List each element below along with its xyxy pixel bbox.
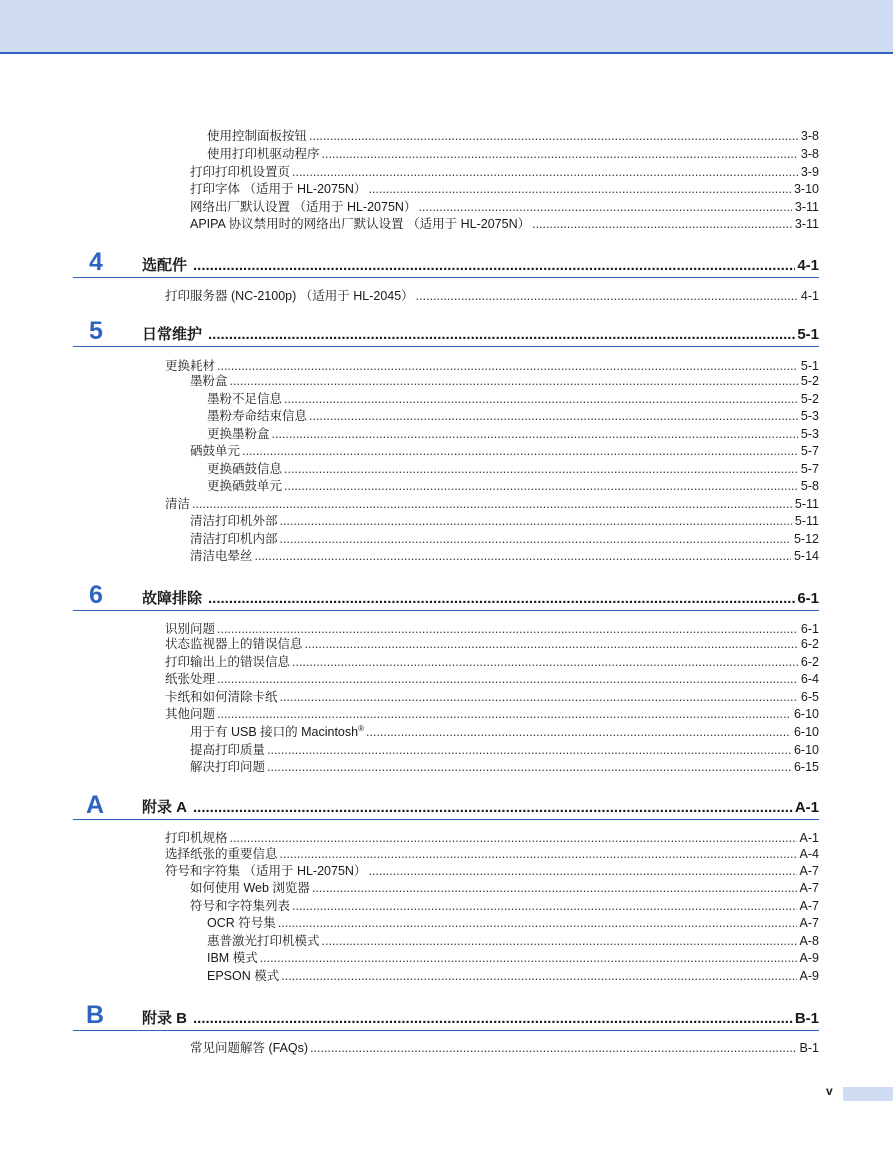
dot-leader	[278, 915, 797, 931]
chapter-title: 附录 A	[142, 799, 188, 816]
chapter-rule	[73, 277, 819, 278]
toc-entry-title	[190, 199, 416, 215]
toc-entry[interactable]	[190, 531, 819, 547]
toc-entry-title	[190, 443, 240, 459]
toc-entry[interactable]	[165, 654, 819, 670]
toc-entry[interactable]	[165, 846, 819, 862]
chapter-heading[interactable]	[142, 1009, 819, 1029]
dot-leader	[260, 950, 797, 966]
dot-leader	[366, 724, 791, 740]
toc-entry-page: 5-8	[800, 479, 819, 493]
toc-entry[interactable]	[190, 216, 819, 232]
chapter-heading[interactable]	[142, 325, 819, 345]
toc-entry-title-text: 状态监视器上的错误信息	[165, 637, 303, 651]
dot-leader	[292, 164, 798, 180]
chapter-title: 日常维护	[142, 326, 203, 343]
toc-entry-title	[165, 654, 290, 670]
dot-leader	[309, 128, 798, 144]
toc-entry-title	[190, 513, 278, 529]
toc-entry[interactable]	[207, 968, 819, 984]
toc-entry[interactable]	[165, 621, 819, 637]
toc-entry-title-text: EPSON 模式	[207, 969, 280, 983]
toc-entry-page: A-9	[799, 951, 819, 965]
toc-entry[interactable]	[190, 199, 819, 215]
toc-entry[interactable]	[190, 181, 819, 197]
toc-entry-page: 3-8	[800, 147, 819, 161]
toc-entry[interactable]	[190, 164, 819, 180]
toc-entry-title-text: 更换墨粉盒	[207, 427, 270, 441]
dot-leader	[267, 759, 791, 775]
toc-entry-title-text: 识别问题	[165, 622, 216, 636]
dot-leader	[280, 531, 791, 547]
toc-entry-title	[207, 426, 270, 442]
toc-entry-title-text: 清洁打印机外部	[190, 514, 278, 528]
toc-entry-page: B-1	[799, 1041, 819, 1055]
toc-entry-page: 6-2	[800, 637, 819, 651]
chapter-title: 附录 B	[142, 1010, 188, 1027]
toc-entry-title	[207, 478, 282, 494]
chapter-number: 4	[89, 248, 103, 276]
dot-leader	[217, 671, 798, 687]
toc-entry-page: 5-1	[800, 359, 819, 373]
toc-entry-title	[190, 742, 265, 758]
toc-entry[interactable]	[190, 513, 819, 529]
toc-entry-page: A-4	[799, 847, 819, 861]
toc-entry[interactable]	[165, 636, 819, 652]
toc-entry-title	[190, 898, 290, 914]
toc-entry[interactable]	[165, 706, 819, 722]
toc-entry-title-text: 清洁打印机内部	[190, 532, 278, 546]
dot-leader	[217, 358, 798, 374]
toc-entry[interactable]	[207, 128, 819, 144]
toc-entry[interactable]	[190, 373, 819, 389]
chapter-rule	[73, 819, 819, 820]
toc-entry-page: 5-11	[794, 497, 819, 511]
toc-entry-page: 5-3	[800, 409, 819, 423]
toc-entry-page: 6-10	[793, 743, 819, 757]
toc-entry-title	[207, 933, 320, 949]
toc-entry[interactable]	[165, 358, 819, 374]
toc-entry-page: 5-14	[793, 549, 819, 563]
toc-entry[interactable]	[165, 863, 819, 879]
toc-entry-page: 6-5	[800, 690, 819, 704]
toc-entry-page: 5-11	[794, 514, 819, 528]
toc-entry-title-text: 符号和字符集列表	[190, 899, 291, 913]
dot-leader	[368, 863, 796, 879]
toc-entry-title-text: 卡纸和如何清除卡纸	[165, 690, 278, 704]
toc-entry-page: 5-7	[800, 444, 819, 458]
toc-entry-title-text: 网络出厂默认设置 （适用于 HL-2075N）	[190, 200, 417, 214]
toc-entry-page: 6-4	[800, 672, 819, 686]
toc-entry-page: 3-11	[794, 217, 819, 231]
dot-leader	[193, 256, 795, 276]
toc-entry-title	[190, 759, 265, 775]
toc-entry-title	[165, 863, 366, 879]
dot-leader	[310, 1040, 796, 1056]
chapter-page: 6-1	[797, 590, 819, 607]
toc-entry-page: 6-10	[793, 707, 819, 721]
chapter-title: 选配件	[142, 257, 188, 274]
dot-leader	[532, 216, 792, 232]
dot-leader	[230, 830, 797, 846]
toc-entry[interactable]	[207, 461, 819, 477]
toc-entry-page: 6-10	[793, 725, 819, 739]
dot-leader	[192, 496, 792, 512]
chapter-page: A-1	[794, 799, 819, 816]
dot-leader	[322, 146, 798, 162]
dot-leader	[292, 654, 798, 670]
toc-entry-title	[165, 288, 414, 304]
dot-leader	[284, 478, 798, 494]
toc-entry-page: A-9	[799, 969, 819, 983]
toc-entry-title-text: 选择纸张的重要信息	[165, 847, 278, 861]
dot-leader	[217, 706, 791, 722]
dot-leader	[280, 846, 797, 862]
dot-leader	[280, 689, 798, 705]
toc-entry[interactable]	[165, 496, 819, 512]
toc-entry-page: A-1	[799, 831, 819, 845]
toc-entry-title-text: APIPA 协议禁用时的网络出厂默认设置 （适用于 HL-2075N）	[190, 217, 531, 231]
toc-entry-title-text: 如何使用 Web 浏览器	[190, 881, 310, 895]
toc-entry-title	[190, 216, 530, 232]
toc-entry-title	[190, 880, 310, 896]
toc-entry-title-text: 清洁电晕丝	[190, 549, 253, 563]
toc-entry-title-text: 提高打印质量	[190, 743, 266, 757]
chapter-heading[interactable]	[142, 798, 819, 818]
toc-entry[interactable]	[207, 391, 819, 407]
toc-entry-title-text: OCR 符号集	[207, 916, 276, 930]
toc-entry-title-text: 其他问题	[165, 707, 216, 721]
dot-leader	[322, 933, 797, 949]
toc-entry-page: 6-15	[793, 760, 819, 774]
toc-entry-title-text: 解决打印问题	[190, 760, 266, 774]
toc-entry-title-text: 更换硒鼓单元	[207, 479, 283, 493]
toc-entry[interactable]	[207, 408, 819, 424]
toc-entry[interactable]	[165, 288, 819, 304]
toc-entry[interactable]	[207, 950, 819, 966]
toc-entry-title	[190, 1040, 308, 1056]
toc-entry-title-text: IBM 模式	[207, 951, 258, 965]
toc-entry-title-text: 打印字体 （适用于 HL-2075N）	[190, 182, 367, 196]
toc-entry[interactable]	[190, 880, 819, 896]
chapter-heading[interactable]	[142, 256, 819, 276]
toc-entry-page: 4-1	[800, 289, 819, 303]
toc-entry[interactable]	[190, 759, 819, 775]
toc-entry-page: 5-7	[800, 462, 819, 476]
toc-entry-title	[165, 621, 215, 637]
chapter-number: B	[86, 1001, 105, 1029]
dot-leader	[309, 408, 798, 424]
toc-entry-title	[190, 531, 278, 547]
toc-entry-title	[190, 724, 364, 740]
toc-entry-page: 3-10	[793, 182, 819, 196]
dot-leader	[217, 621, 798, 637]
dot-leader	[193, 798, 793, 818]
chapter-page: 4-1	[797, 257, 819, 274]
toc-entry-title-text: 硒鼓单元	[190, 444, 241, 458]
toc-entry-page: A-7	[799, 899, 819, 913]
dot-leader	[280, 513, 792, 529]
dot-leader	[416, 288, 798, 304]
toc-entry-page: 5-2	[800, 374, 819, 388]
toc-entry-title-text: 纸张处理	[165, 672, 216, 686]
toc-entry-title-text: 惠普激光打印机模式	[207, 934, 320, 948]
page-number: v	[826, 1084, 833, 1098]
toc-entry-title	[165, 496, 190, 512]
toc-entry-title	[207, 146, 320, 162]
toc-entry-title	[190, 548, 253, 564]
toc-entry[interactable]	[190, 443, 819, 459]
toc-entry-title	[207, 968, 279, 984]
toc-entry-title	[207, 408, 307, 424]
dot-leader	[208, 325, 795, 345]
toc-entry-title	[207, 461, 282, 477]
toc-entry-title-text: 用于有 USB 接口的 Macintosh	[190, 725, 359, 739]
dot-leader	[267, 742, 791, 758]
toc-entry-title	[207, 915, 276, 931]
chapter-number: A	[86, 791, 105, 819]
corner-tab	[843, 1087, 893, 1101]
toc-entry-page: A-7	[799, 864, 819, 878]
dot-leader	[292, 898, 797, 914]
dot-leader	[193, 1009, 793, 1029]
toc-entry-title-text: 更换耗材	[165, 359, 216, 373]
toc-entry[interactable]	[190, 898, 819, 914]
chapter-number: 5	[89, 317, 103, 345]
dot-leader	[305, 636, 798, 652]
toc-entry[interactable]	[190, 1040, 819, 1056]
toc-entry-page: 3-11	[794, 200, 819, 214]
toc-entry[interactable]	[207, 146, 819, 162]
toc-entry[interactable]	[207, 426, 819, 442]
chapter-heading[interactable]	[142, 589, 819, 609]
toc-entry[interactable]	[207, 478, 819, 494]
toc-entry-title	[165, 706, 215, 722]
toc-entry-title	[207, 950, 258, 966]
chapter-rule	[73, 1030, 819, 1031]
toc-entry-title-text: 符号和字符集 （适用于 HL-2075N）	[165, 864, 367, 878]
toc-entry-page: 6-2	[800, 655, 819, 669]
toc-entry-page: 3-8	[800, 129, 819, 143]
registered-mark: ®	[358, 723, 364, 733]
dot-leader	[230, 373, 798, 389]
toc-entry-title	[165, 358, 215, 374]
toc-entry-page: A-7	[799, 916, 819, 930]
toc-entry-title	[165, 671, 215, 687]
toc-entry-page: 6-1	[800, 622, 819, 636]
chapter-rule	[73, 346, 819, 347]
toc-entry-title	[190, 164, 290, 180]
toc-entry[interactable]	[190, 724, 819, 740]
dot-leader	[208, 589, 795, 609]
toc-entry[interactable]	[190, 548, 819, 564]
toc-entry-title-text: 使用打印机驱动程序	[207, 147, 320, 161]
toc-entry-page: 5-2	[800, 392, 819, 406]
dot-leader	[272, 426, 798, 442]
toc-entry[interactable]	[190, 742, 819, 758]
toc-entry-title	[165, 830, 228, 846]
toc-entry-title	[190, 181, 366, 197]
toc-entry-title-text: 更换硒鼓信息	[207, 462, 283, 476]
toc-entry-page: 5-3	[800, 427, 819, 441]
chapter-number: 6	[89, 581, 103, 609]
chapter-page: B-1	[794, 1010, 819, 1027]
toc-entry-title-text: 墨粉不足信息	[207, 392, 283, 406]
toc-entry[interactable]	[207, 933, 819, 949]
dot-leader	[418, 199, 791, 215]
toc-entry[interactable]	[165, 830, 819, 846]
toc-entry-page: 3-9	[800, 165, 819, 179]
toc-entry-title	[165, 689, 278, 705]
chapter-page: 5-1	[797, 326, 819, 343]
dot-leader	[312, 880, 797, 896]
toc-entry-title-text: 使用控制面板按钮	[207, 129, 308, 143]
toc-entry-page: 5-12	[793, 532, 819, 546]
dot-leader	[368, 181, 791, 197]
dot-leader	[284, 461, 798, 477]
chapter-title: 故障排除	[142, 590, 203, 607]
toc-entry-title	[207, 128, 307, 144]
toc-entry-page: A-7	[799, 881, 819, 895]
dot-leader	[242, 443, 798, 459]
chapter-rule	[73, 610, 819, 611]
toc-entry-title-text: 清洁	[165, 497, 191, 511]
toc-entry[interactable]	[165, 671, 819, 687]
toc-entry-title	[207, 391, 282, 407]
toc-entry-title-text: 墨粉寿命结束信息	[207, 409, 308, 423]
toc-entry-title-text: 打印打印机设置页	[190, 165, 291, 179]
dot-leader	[281, 968, 796, 984]
dot-leader	[284, 391, 798, 407]
toc-entry-title	[165, 636, 303, 652]
toc-entry-title-text: 打印服务器 (NC-2100p) （适用于 HL-2045）	[165, 289, 414, 303]
toc-entry-title-text: 墨粉盒	[190, 374, 228, 388]
toc-entry[interactable]	[165, 689, 819, 705]
dot-leader	[255, 548, 791, 564]
toc-entry-title	[190, 373, 228, 389]
toc-entry-title-text: 打印输出上的错误信息	[165, 655, 291, 669]
toc-entry-title-text: 打印机规格	[165, 831, 228, 845]
toc-entry-title-text: 常见问题解答 (FAQs)	[190, 1041, 309, 1055]
toc-entry-title	[165, 846, 278, 862]
toc-entry-page: A-8	[799, 934, 819, 948]
toc-entry[interactable]	[207, 915, 819, 931]
